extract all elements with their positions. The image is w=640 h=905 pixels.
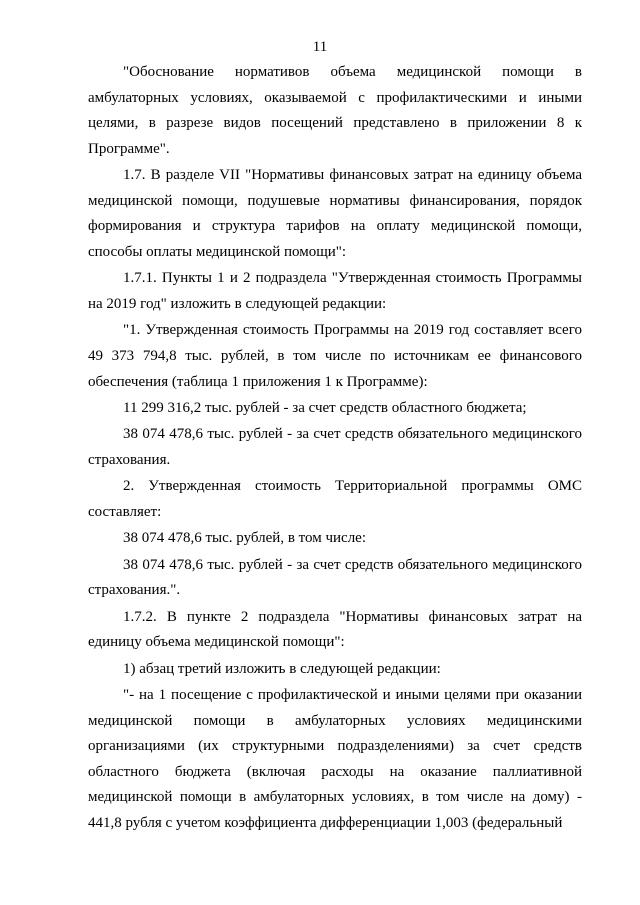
- page-number: 11: [312, 39, 328, 55]
- paragraph-regional-budget: 11 299 316,2 тыс. рублей - за счет средств областного бюджета;: [123, 399, 527, 416]
- paragraph-oms-total: 38 074 478,6 тыс. рублей, в том числе:: [123, 530, 367, 547]
- paragraph-oms-funds-total: 38 074 478,6 тыс. рублей - за счет средств обязательного медицинского страхования.".: [88, 556, 582, 599]
- paragraph-oms-funds: 38 074 478,6 тыс. рублей - за счет средств обязательного медицинского страхования.: [88, 426, 582, 468]
- paragraph-section-1-7-2: 1.7.2. В пункте 2 подраздела "Нормативы финансовых затрат на единицу объема медицинской помощи":: [88, 608, 582, 651]
- paragraph-justification-appendix-8: "Обоснование нормативов объема медицинской помощи в амбулаторных условиях, оказываемой с профилактическими и иными целями, в разрезе видов посещений представлено в приложении 8 к Программе".: [88, 64, 582, 157]
- paragraph-visit-cost: "- на 1 посещение с профилактической и иными целями при оказании медицинской помощи в амбулаторных условиях медицинскими организациями (их структурными подразделениями) за счет средств областного бюджета (включая расходы на оказание паллиативной медицинской помощи в амбулаторных условиях, в том числе на дому) - 441,8 рубля с учетом коэффициента дифференциации 1,003 (федеральный: [88, 687, 582, 831]
- paragraph-abzats-third: 1) абзац третий изложить в следующей редакции:: [123, 660, 441, 677]
- paragraph-section-1-7: 1.7. В разделе VII "Нормативы финансовых затрат на единицу объема медицинской помощи, подушевые нормативы финансирования, порядок формирования и структура тарифов на оплату медицинской помощи, способы оплаты медицинской помощи":: [88, 167, 582, 260]
- paragraph-oms-program-cost: 2. Утвержденная стоимость Территориальной программы ОМС составляет:: [88, 478, 582, 520]
- paragraph-program-cost: "1. Утвержденная стоимость Программы на 2019 год составляет всего 49 373 794,8 тыс. рублей, в том числе по источникам ее финансового обеспечения (таблица 1 приложения 1 к Программе):: [88, 322, 582, 390]
- paragraph-section-1-7-1: 1.7.1. Пункты 1 и 2 подраздела "Утвержденная стоимость Программы на 2019 год" изложить в следующей редакции:: [88, 270, 582, 312]
- document-body: [88, 60, 582, 837]
